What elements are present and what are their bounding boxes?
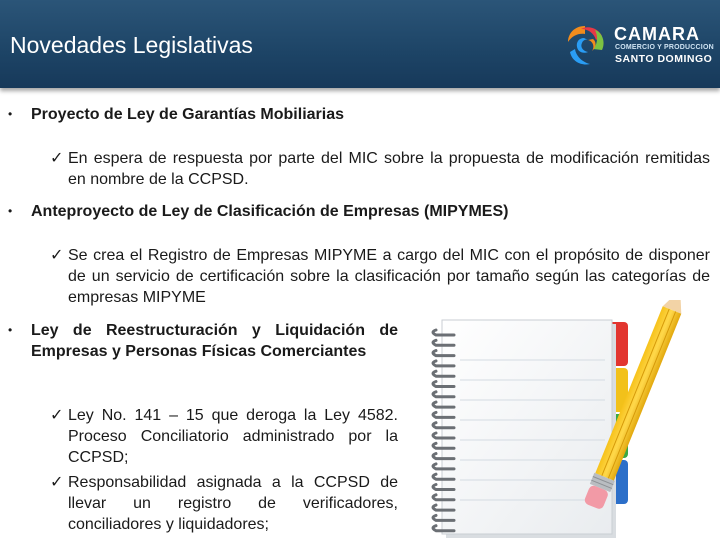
bullet-dot: • bbox=[8, 107, 13, 121]
bullet-item bbox=[8, 201, 708, 222]
check-item bbox=[50, 245, 710, 308]
check-text: En espera de respuesta por parte del MIC sobre la propuesta de modificación remitidas en nombre de la CCPSD. bbox=[68, 150, 710, 188]
logo-name: CAMARA bbox=[614, 24, 700, 44]
bullet-title: Anteproyecto de Ley de Clasificación de Empresas (MIPYMES) bbox=[31, 203, 509, 220]
check-item bbox=[50, 472, 398, 535]
check-text: Ley No. 141 – 15 que deroga la Ley 4582. Proceso Conciliatorio administrado por la CCPSD; bbox=[68, 407, 398, 466]
slide-header bbox=[0, 0, 720, 88]
check-text: Responsabilidad asignada a la CCPSD de llevar un registro de verificadores, conciliadores y liquidadores; bbox=[68, 474, 398, 533]
bullet-dot: • bbox=[8, 323, 13, 337]
camara-swirl-logo-icon bbox=[562, 22, 608, 68]
checkmark-icon: ✓ bbox=[50, 247, 64, 264]
check-item bbox=[50, 148, 710, 190]
logo-city: SANTO DOMINGO bbox=[615, 53, 713, 65]
check-item bbox=[50, 405, 398, 468]
bullet-dot: • bbox=[8, 204, 13, 218]
checkmark-icon: ✓ bbox=[50, 474, 64, 491]
bullet-item bbox=[8, 320, 398, 362]
bullet-title: Proyecto de Ley de Garantías Mobiliarias bbox=[31, 106, 344, 123]
notebook-and-pencil-icon bbox=[410, 300, 715, 540]
checkmark-icon: ✓ bbox=[50, 150, 64, 167]
check-text: Se crea el Registro de Empresas MIPYME a cargo del MIC con el propósito de disponer de un servicio de certificación sobre la clasificación por tamaño según las categorías de empresas MIPYME bbox=[68, 247, 710, 306]
slide-title: Novedades Legislativas bbox=[10, 32, 253, 58]
logo-subtitle: COMERCIO Y PRODUCCION bbox=[615, 44, 714, 51]
checkmark-icon: ✓ bbox=[50, 407, 64, 424]
bullet-item bbox=[8, 104, 708, 125]
bullet-title: Ley de Reestructuración y Liquidación de Empresas y Personas Físicas Comerciantes bbox=[31, 322, 398, 360]
camara-logo bbox=[562, 22, 712, 68]
